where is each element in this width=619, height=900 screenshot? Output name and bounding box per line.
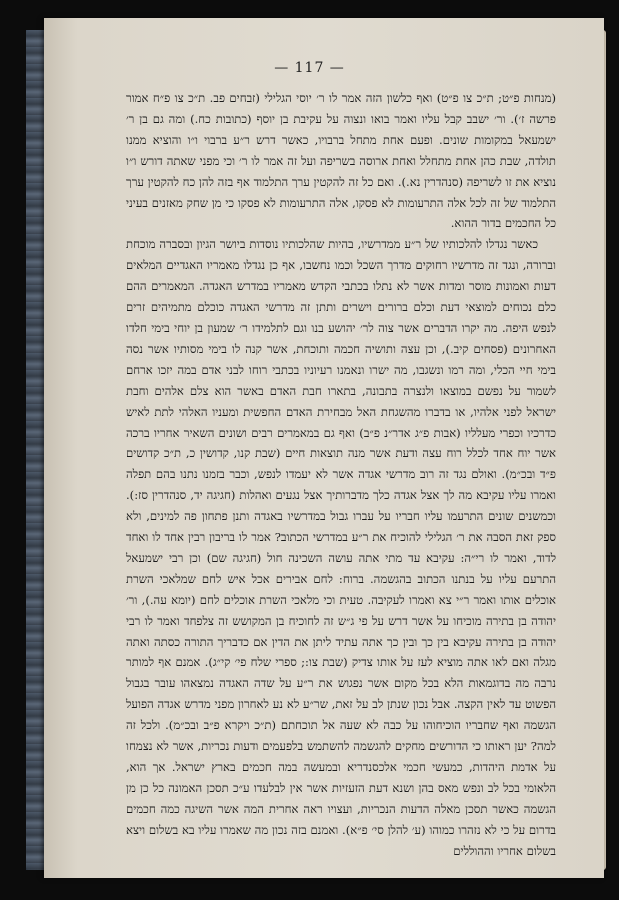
paragraph-2: כאשר נגדלו להלכותיו של ר״ע ממדרשיו, בהיות שהלכותיו נוסדות ביושר הגיון ובסברה מוכחת וברורה, ונגד זה מדרשיו רחוקים מדרך השכל וכמו נחשבו, אף כן נגדלו מאמריו האגדיים המלאים דעות ואמונות מוסר ומדות אשר לא נתלו בכתבי הקדש מאמריו במדרש האגדה. המאמרים ההם כלם נכוחים למוצאי דעת וכלם ברורים וישרים ותתן זה מדרשי האגדה כוכלם מתמיהים זרים לנפש היפה. מה יקרו הדברים אשר צוה לר׳ יהושע בנו וגם לתלמידו ר׳ שמעון בן יוחי בימי חלדו האחרונים (פסחים קיב.), וכן עצה ותושיה חכמה ותוכחת, אשר קנה לו בימי מסותיו אשר נסה בימי חיי הכלי, ומה רמו ונשגבו, מה ישרו ונאמנו רעיוניו בכתבי רוחו לבני אדם במה יזכו ארחם לשמור על נפשם במוצאו ולנצרה בתבונה, בתארו חבת האדם באשר הוא צלם אלהים וחבת ישראל לפני אלהיו, או בדברו מהשגחת האל מבחירת האדם החפשית ומעניו האלהי לתת לאיש כדרכיו וכפרי מעלליו (אבות פ״ג אדר״נ פ״ב) ואף גם במאמרים רבים ושונים השאיר אחריו ברכה אשר יוח אחד לכלל רוח עצה ודעת אשר מנה תוצאות חיים (שבת קנו, קדושין כ, ת״כ קדושים פ״ד ובכ״מ). ואולם נגד זה רוב מדרשי אגדה אשר לא יעמדו לנפש, וכבר בזמנו נתנו בהם תפלה ואמרו עליו עקיבא מה לך אצל אגדה כלך מדברותיך אצל נגעים ואהלות (חגיגה יד, סנהדרין סז:). וכמשנים שונים התרעמו עליו חבריו על עברו גבול במדרשיו באגדה ותנן פתחון פה למינים, ולא ספק זאת הסבה את ר׳ הגלילי להוכיח את ר״ע במדרשי הכתוב? אמר לו בריבון רבין אחד לו ואחד לדוד, ואמר לו רי״ה: עקיבא עד מתי אתה עושה השכינה חול (חגיגה שם) וכן רבי ישמעאל התרעם עליו על בנתנו הכתוב בהגשמה. ברוח: לחם אבירים אכל איש לחם שמלאכי השרת אוכלים אותו ואמר ר״י צא ואמרו לעקיבה. טעית וכי מלאכי השרת אוכלים לחם (יומא עה.), ור׳ יהודה בן בתירה מוכיחו על אשר דרש על פי ג״ש זה לחוכיח בן המקושש זה צלפחד ואמר לו רבי יהודה בן בתירה עקיבא בין כך ובין כך אתה עתיד ליתן את הדין אם כדבריך התורה כסתה ואתה מגלה ואם לאו אתה מוציא לעז על אותו צדיק (שבת צו:; ספרי שלח פי׳ קי״ג). אמנם אף למותר נרבה מה בדוגמאות הלא בכל מקום אשר נפגוש את ר״ע על שדה האגדה נמצאהו עובר בגבול הפשוט עד לאין הקצה. אבל נכון שנתן לב על זאת, שר״ע לא נע לאחרון מפני מדרש אגדה הפועל הגשמה ואף שחבריו הוכיחוהו על כבה לא שעה אל תוכחתם (ת״כ ויקרא פ״ב ובכ״מ). ולכל זה למה? יען ראותו כי הדורשים מחקים להגשמה להשתמש בלפעמים ודעות נכריות, אשר לא נצמחו על אדמת היהדות, כמעשי חכמי אלכסנדריא ובמעשה במה חכמים בארץ ישראל. אך הוא, הלאומי בכל לב ונפש מאס בהן ושנא דעת הזעזיות אשר אין לבלעדו ע״כ תסכן האמונה כל כן מן הגשמה כאשר תסכן מאלה הדעות הנכריות, ועצויו ראה אחרית המה אשר השיגה כמה חכמים בדרום על כי לא נזהרו כמוהו (ע׳ להלן סי׳ פ״א). ואמנם בזה נכון מה שאמרו עליו בא בשלום ויצא בשלום אחריו וההוללים [126,237,556,858]
paragraph-1: (מנחות פ״ט; ת״כ צו פ״ט) ואף כלשון הזה אמר לו ר׳ יוסי הגלילי (זבחים פב. ת״כ צו פ״ח אמור פרשה ז׳). ור׳ ישבב קבל עליו ואמר בואו ונצוה על עקיבת בן יוסף (כתובות כח.) ומה גם בן ר׳ ישמעאל במקומות שונים. ופעם אחת מתחל ברבויו, כאשר דרש ר״ע ברבוי ו״ו והוציא ממנו תולדה, שבת כהן אחת מתחלל ואחת ארוסה בשריפה ועל זה אמר לו ר׳ וכי מפני שאתה דורש ו״ו נוציא את זו לשריפה (סנהדרין נא.). ואם כל זה להקטין ערך התלמוד אף בזה להן כח להקטין ערך התלמוד של זה לכל אלה התרעומות לא פסקו, אלה התרעומות לא פסקו כי מן שחק מאזנים בעיני כל החכמים בדור ההוא. [126,91,556,231]
page-number: — 117 — [274,60,345,76]
main-text [126,88,556,858]
